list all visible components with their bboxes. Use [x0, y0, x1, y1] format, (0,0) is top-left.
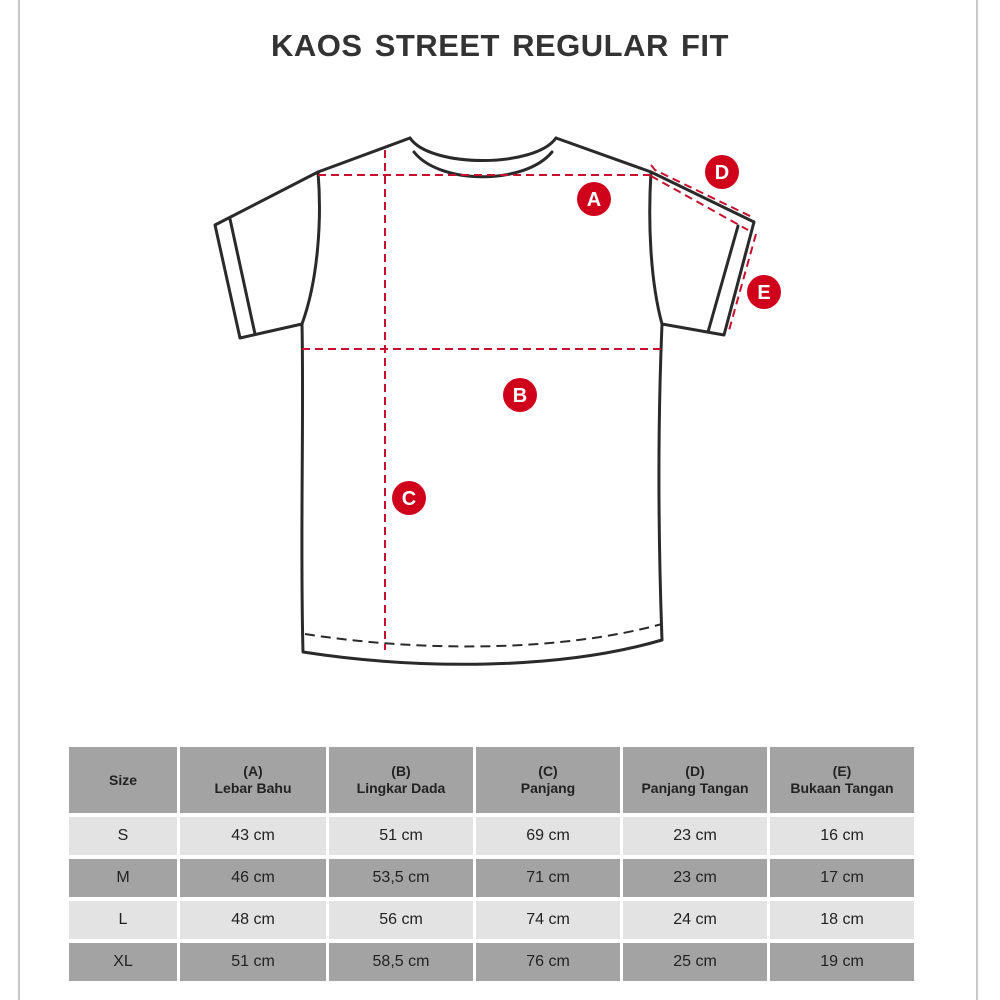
header-size: Size: [69, 747, 177, 813]
header-panjang-tangan: (D) Panjang Tangan: [623, 747, 767, 813]
header-lingkar-dada: (B) Lingkar Dada: [329, 747, 473, 813]
badge-d-label: D: [714, 162, 730, 184]
cell-value: 24 cm: [623, 901, 767, 939]
table-header-row: [69, 747, 914, 813]
badge-a-label: A: [586, 189, 602, 211]
tshirt-outline: [215, 138, 754, 664]
hem-stitching: [305, 624, 662, 646]
badge-b: [503, 378, 537, 412]
header-lebar-bahu: (A) Lebar Bahu: [180, 747, 326, 813]
cell-value: 23 cm: [623, 859, 767, 897]
cell-value: 19 cm: [770, 943, 914, 981]
badge-e-label: E: [757, 282, 771, 304]
badge-d: [705, 155, 739, 189]
cell-size: L: [69, 901, 177, 939]
cell-value: 71 cm: [476, 859, 620, 897]
badge-a: [577, 182, 611, 216]
cell-value: 69 cm: [476, 817, 620, 855]
size-chart-table: [66, 743, 917, 985]
header-panjang: (C) Panjang: [476, 747, 620, 813]
cell-size: XL: [69, 943, 177, 981]
cell-size: M: [69, 859, 177, 897]
cell-value: 16 cm: [770, 817, 914, 855]
tshirt-body: [215, 138, 754, 664]
left-sleeve-seam: [302, 172, 319, 324]
tshirt-collar-inner: [414, 152, 552, 177]
cell-value: 76 cm: [476, 943, 620, 981]
table-row: [69, 901, 914, 939]
cell-value: 74 cm: [476, 901, 620, 939]
cell-value: 51 cm: [180, 943, 326, 981]
header-bukaan-tangan: (E) Bukaan Tangan: [770, 747, 914, 813]
cell-value: 46 cm: [180, 859, 326, 897]
page-title: KAOS STREET REGULAR FIT: [271, 28, 729, 63]
cell-value: 17 cm: [770, 859, 914, 897]
left-sleeve-cuff: [230, 219, 255, 334]
badge-e: [747, 275, 781, 309]
cell-value: 58,5 cm: [329, 943, 473, 981]
cell-value: 25 cm: [623, 943, 767, 981]
cell-size: S: [69, 817, 177, 855]
table-row: [69, 859, 914, 897]
badge-c-label: C: [401, 488, 417, 510]
table-row: [69, 817, 914, 855]
table-row: [69, 943, 914, 981]
cell-value: 23 cm: [623, 817, 767, 855]
cell-value: 53,5 cm: [329, 859, 473, 897]
tshirt-collar-outer: [410, 138, 556, 161]
cell-value: 51 cm: [329, 817, 473, 855]
cell-value: 43 cm: [180, 817, 326, 855]
cell-value: 48 cm: [180, 901, 326, 939]
cell-value: 56 cm: [329, 901, 473, 939]
badge-c: [392, 481, 426, 515]
right-sleeve-seam: [650, 172, 662, 324]
cell-value: 18 cm: [770, 901, 914, 939]
badge-b-label: B: [512, 385, 528, 407]
